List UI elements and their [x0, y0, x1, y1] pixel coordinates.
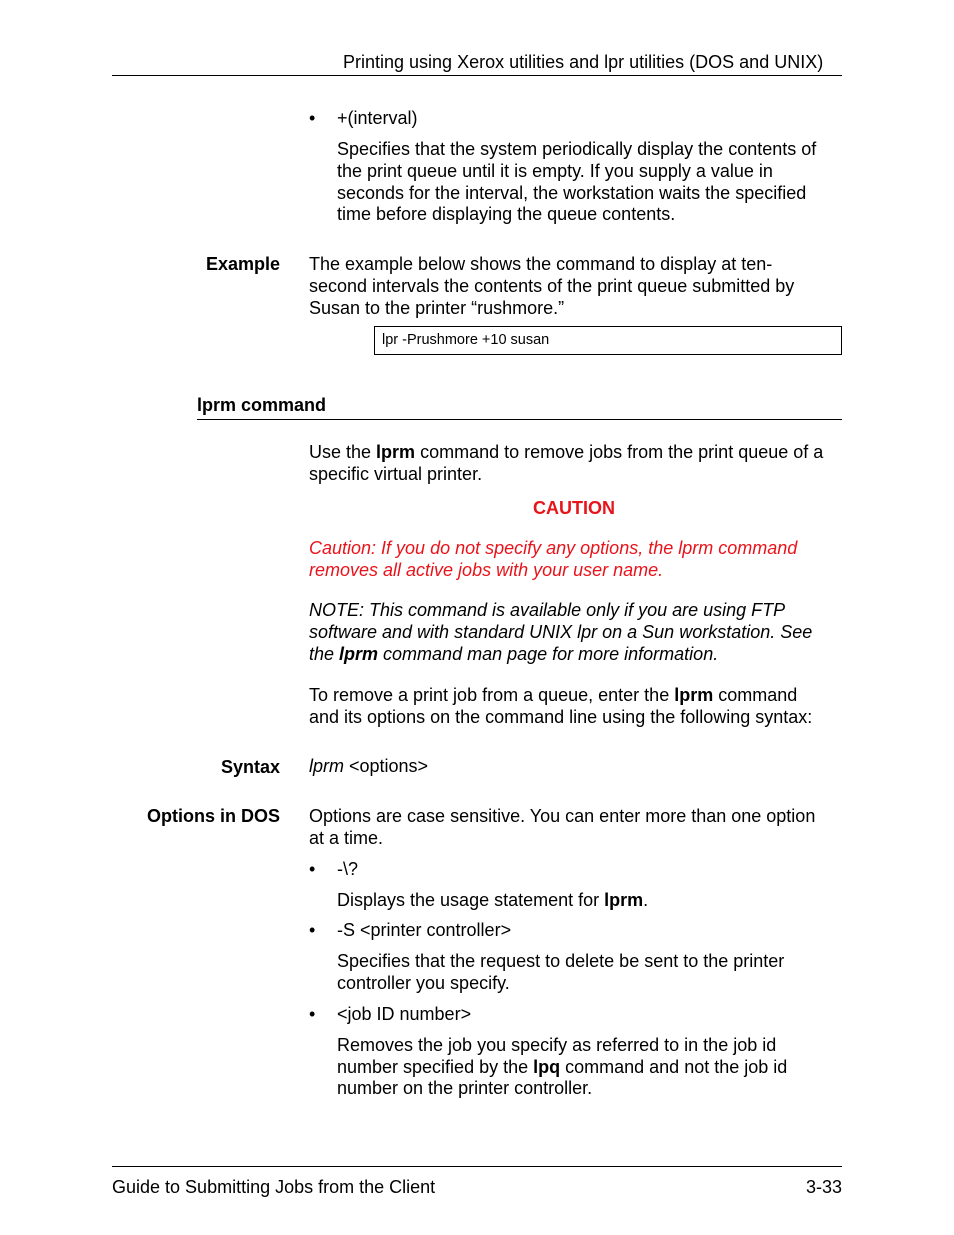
option-term: <job ID number>: [337, 1004, 472, 1024]
note-line: NOTE: This command is available only if you are using FTP: [309, 600, 786, 620]
footer-rule: [112, 1166, 842, 1167]
option-desc-line: [337, 889, 648, 911]
caution-text-line: removes all active jobs with your user name.: [309, 560, 664, 580]
example-text-line: The example below shows the command to display at ten-: [309, 254, 773, 274]
interval-term: +(interval): [337, 108, 418, 128]
syntax-label: Syntax: [220, 757, 280, 777]
syntax-args: <options>: [344, 756, 429, 776]
interval-desc-line: time before displaying the queue contents.: [337, 204, 676, 224]
example-text-line: Susan to the printer “rushmore.”: [309, 298, 565, 318]
bullet-icon: •: [309, 859, 316, 879]
interval-desc-line: seconds for the interval, the workstation waits the specified: [337, 183, 807, 203]
option-desc-text: command and not the job id: [560, 1057, 788, 1077]
bullet-icon: •: [309, 1004, 316, 1024]
code-example-box: lpr -Prushmore +10 susan: [374, 326, 842, 355]
intro-text: command to remove jobs from the print queue of a: [415, 442, 824, 462]
intro-text: Use the: [309, 442, 377, 462]
lprm-command-term: lprm: [604, 890, 644, 910]
option-desc-text: number specified by the: [337, 1057, 534, 1077]
intro-line: specific virtual printer.: [309, 464, 483, 484]
interval-desc-line: Specifies that the system periodically display the contents of: [337, 139, 817, 159]
note-line: software and with standard UNIX lpr on a Sun workstation. See: [309, 622, 813, 642]
option-desc-text: Displays the usage statement for: [337, 890, 605, 910]
option-desc-line: controller you specify.: [337, 973, 510, 993]
option-desc-line: Specifies that the request to delete be sent to the printer: [337, 951, 785, 971]
lprm-command-term: lprm: [674, 685, 714, 705]
interval-desc-line: the print queue until it is empty. If you supply a value in: [337, 161, 773, 181]
lprm-command-term: lprm: [376, 442, 416, 462]
remove-line: and its options on the command line using the following syntax:: [309, 707, 813, 727]
option-desc-line: number on the printer controller.: [337, 1078, 593, 1098]
option-term: -\?: [337, 859, 359, 879]
option-term: -S <printer controller>: [337, 920, 512, 940]
options-label: Options in DOS: [147, 806, 280, 826]
example-label: Example: [205, 254, 280, 274]
section-rule: [197, 419, 842, 420]
caution-heading: CAUTION: [533, 498, 615, 518]
remove-text: To remove a print job from a queue, enter the: [309, 685, 675, 705]
option-desc-text: .: [643, 890, 649, 910]
footer-title: Guide to Submitting Jobs from the Client: [112, 1177, 436, 1197]
header-rule: [112, 75, 842, 76]
bullet-icon: •: [309, 108, 316, 128]
syntax-line: [309, 755, 428, 777]
note-text: the: [309, 644, 340, 664]
options-text-line: Options are case sensitive. You can enter more than one option: [309, 806, 816, 826]
running-header: Printing using Xerox utilities and lpr utilities (DOS and UNIX): [343, 52, 824, 72]
option-desc-line: Removes the job you specify as referred to in the job id: [337, 1035, 777, 1055]
remove-line: [309, 684, 797, 706]
section-title: lprm command: [197, 395, 327, 415]
lpq-command-term: lpq: [533, 1057, 561, 1077]
note-text: command man page for more information.: [378, 644, 719, 664]
syntax-command: lprm: [309, 756, 344, 776]
option-desc-line: [337, 1056, 787, 1078]
caution-text-line: Caution: If you do not specify any options, the lprm command: [309, 538, 798, 558]
lprm-command-term: lprm: [339, 644, 379, 664]
remove-text: command: [713, 685, 798, 705]
bullet-icon: •: [309, 920, 316, 940]
intro-line: [309, 441, 823, 463]
options-text-line: at a time.: [309, 828, 384, 848]
page-number: 3-33: [805, 1177, 842, 1197]
note-line: [309, 643, 718, 665]
example-text-line: second intervals the contents of the print queue submitted by: [309, 276, 795, 296]
